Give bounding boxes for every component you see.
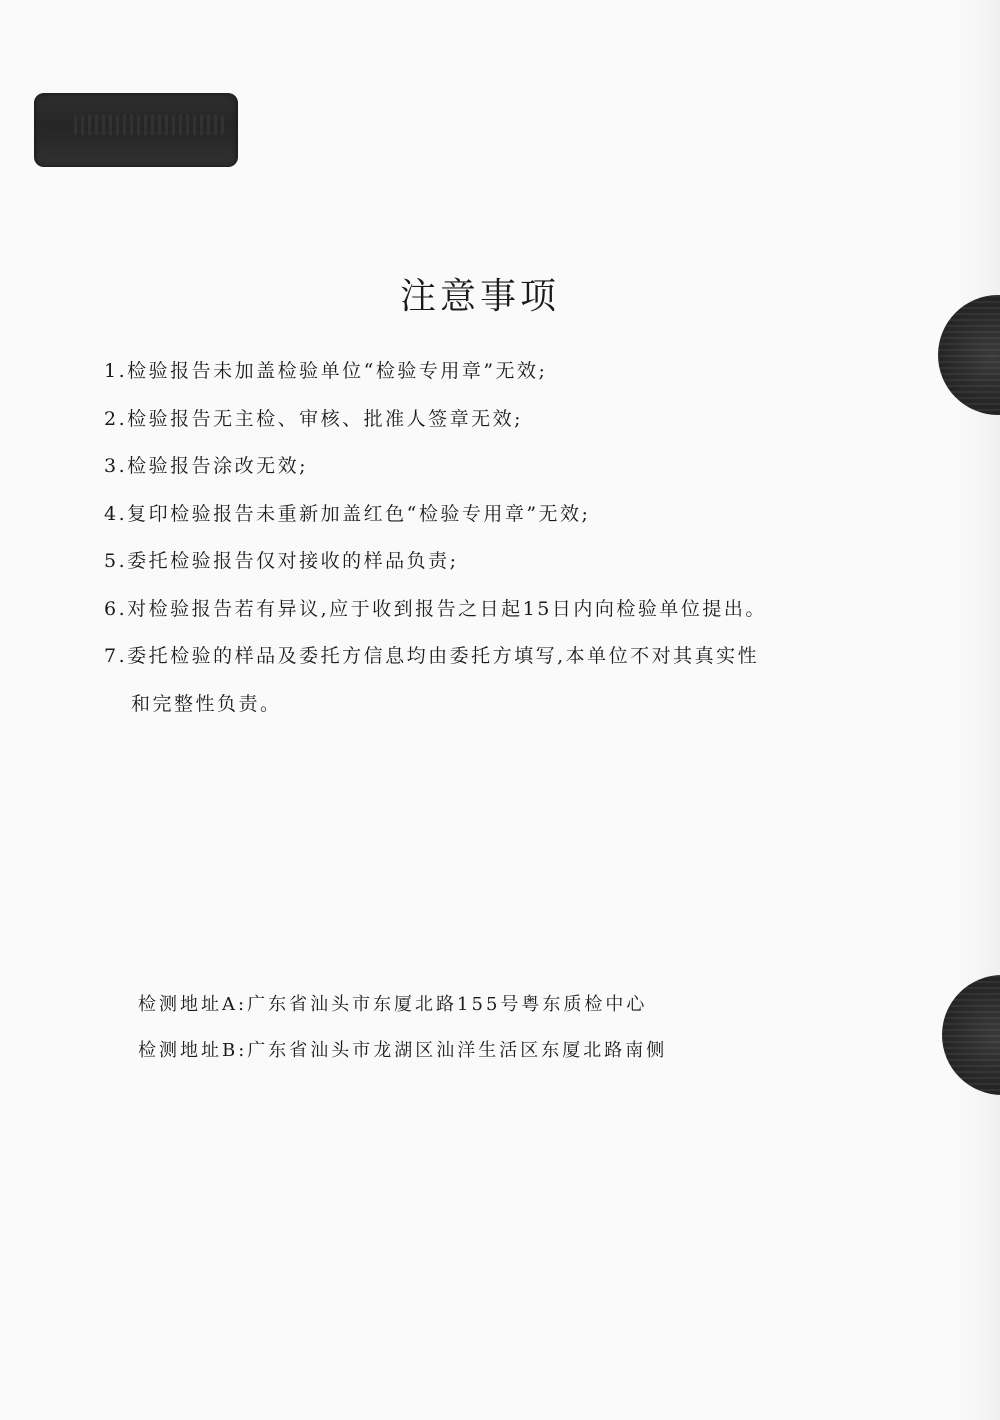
note-item: 7.委托检验的样品及委托方信息均由委托方填写,本单位不对其真实性 xyxy=(104,645,760,667)
notes-list xyxy=(104,356,904,736)
note-item: 6.对检验报告若有异议,应于收到报告之日起15日内向检验单位提出。 xyxy=(104,597,767,620)
note-item: 2.检验报告无主检、审核、批准人签章无效; xyxy=(104,407,524,430)
redacted-stamp-block xyxy=(34,93,238,167)
page-title: 注意事项 xyxy=(399,276,560,318)
address-block xyxy=(138,990,667,1082)
page-edge-shade xyxy=(955,0,1000,1420)
note-item: 4.复印检验报告未重新加盖红色“检验专用章”无效; xyxy=(104,502,591,525)
punch-hole-bottom xyxy=(942,975,1000,1095)
address-line-b: 检测地址B:广东省汕头市龙湖区汕洋生活区东厦北路南侧 xyxy=(138,1040,668,1061)
note-item: 5.委托检验报告仅对接收的样品负责; xyxy=(104,550,459,572)
address-line-a: 检测地址A:广东省汕头市东厦北路155号粤东质检中心 xyxy=(138,994,648,1015)
note-item-continuation: 和完整性负责。 xyxy=(131,692,282,715)
note-item: 3.检验报告涂改无效; xyxy=(104,455,309,477)
note-item: 1.检验报告未加盖检验单位“检验专用章”无效; xyxy=(104,360,548,382)
